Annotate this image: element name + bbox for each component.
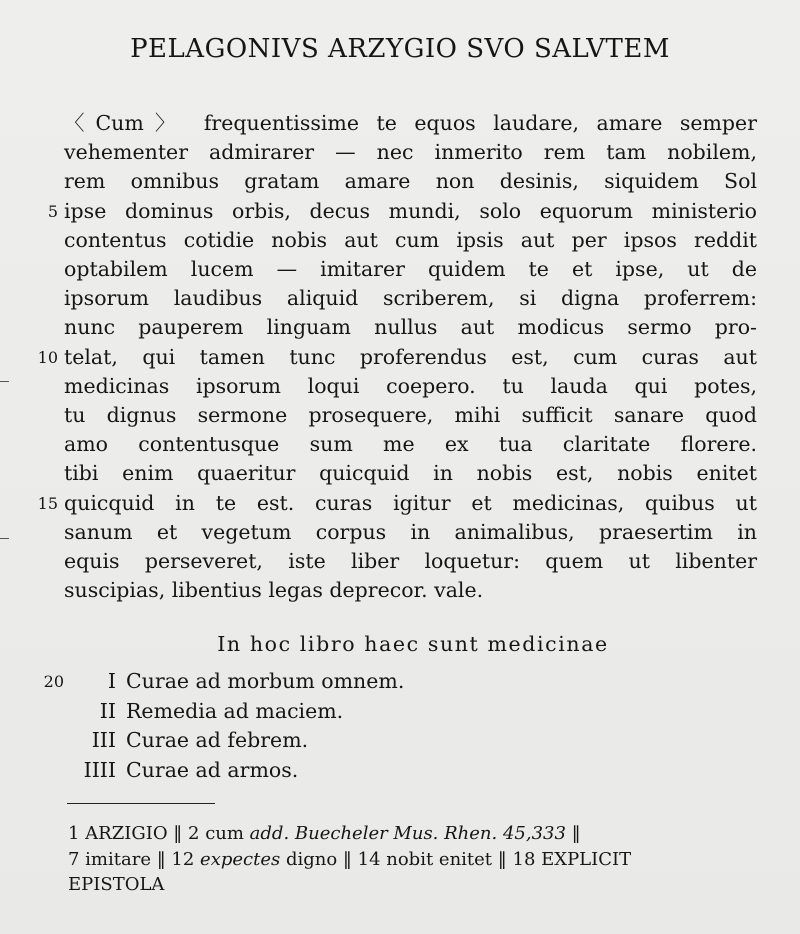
line-number: 5 (47, 201, 58, 221)
contents-heading: In hoc libro haec sunt medicinae (217, 632, 609, 656)
contents-item-number: II (99, 698, 116, 723)
contents-item-label: Curae ad armos. (126, 757, 299, 782)
text-line: vehementer admirarer — nec inmerito rem tam nobilem, (64, 140, 757, 165)
contents-item-number: IIII (83, 757, 116, 782)
margin-mark (0, 538, 9, 539)
contents-item (70, 667, 404, 696)
margin-mark (0, 381, 9, 382)
contents-item (70, 697, 343, 726)
contents-item-label: Curae ad febrem. (126, 728, 309, 753)
text-line: nunc pauperem linguam nullus aut modicus sermo pro- (64, 315, 757, 340)
apparatus-line-1: 1 ARZIGIO ‖ 2 cum add. Buecheler Mus. Rhen. 45,333 ‖ (68, 823, 581, 844)
contents-item-label: Remedia ad maciem. (126, 698, 344, 723)
text-line: medicinas ipsorum loqui coepero. tu lauda qui potes, (64, 373, 757, 398)
footnote-rule (67, 803, 215, 804)
text-line: sanum et vegetum corpus in animalibus, praesertim in (64, 519, 757, 544)
line-number: 20 (43, 672, 64, 691)
text-line: ipsorum laudibus aliquid scriberem, si digna proferrem: (64, 286, 757, 311)
text-line: telat, qui tamen tunc proferendus est, cum curas aut (64, 344, 757, 369)
contents-item-label: Curae ad morbum omnem. (126, 669, 405, 693)
text-line: quicquid in te est. curas igitur et medicinas, quibus ut (64, 490, 757, 515)
page-title: PELAGONIVS ARZYGIO SVO SALVTEM (130, 34, 670, 64)
apparatus-line-3: EPISTOLA (68, 874, 165, 895)
contents-item (70, 726, 308, 755)
contents-item (70, 756, 298, 785)
apparatus-line-2: 7 imitare ‖ 12 expectes digno ‖ 14 nobit enitet ‖ 18 EXPLICIT (68, 849, 632, 870)
text-line: rem omnibus gratam amare non desinis, siquidem Sol (64, 169, 757, 194)
contents-item-number: I (107, 669, 116, 693)
text-line: ipse dominus orbis, decus mundi, solo equorum ministerio (64, 198, 757, 223)
text-line: amo contentusque sum me ex tua claritate florere. (64, 432, 757, 457)
line-number: 10 (37, 347, 58, 367)
contents-item-number: III (91, 728, 116, 753)
text-line: tu dignus sermone prosequere, mihi sufficit sanare quod (64, 403, 757, 427)
text-line: suscipias, libentius legas deprecor. vale. (64, 578, 484, 603)
text-line: tibi enim quaeritur quicquid in nobis est, nobis enitet (64, 461, 757, 486)
line-number: 15 (37, 493, 58, 513)
text-line: contentus cotidie nobis aut cum ipsis aut per ipsos reddit (64, 227, 757, 252)
text-line: equis perseveret, iste liber loquetur: quem ut libenter (64, 549, 757, 573)
text-line: 〈Cum〉 frequentissime te equos laudare, amare semper (64, 111, 757, 135)
text-line: optabilem lucem — imitarer quidem te et ipse, ut de (64, 257, 757, 281)
